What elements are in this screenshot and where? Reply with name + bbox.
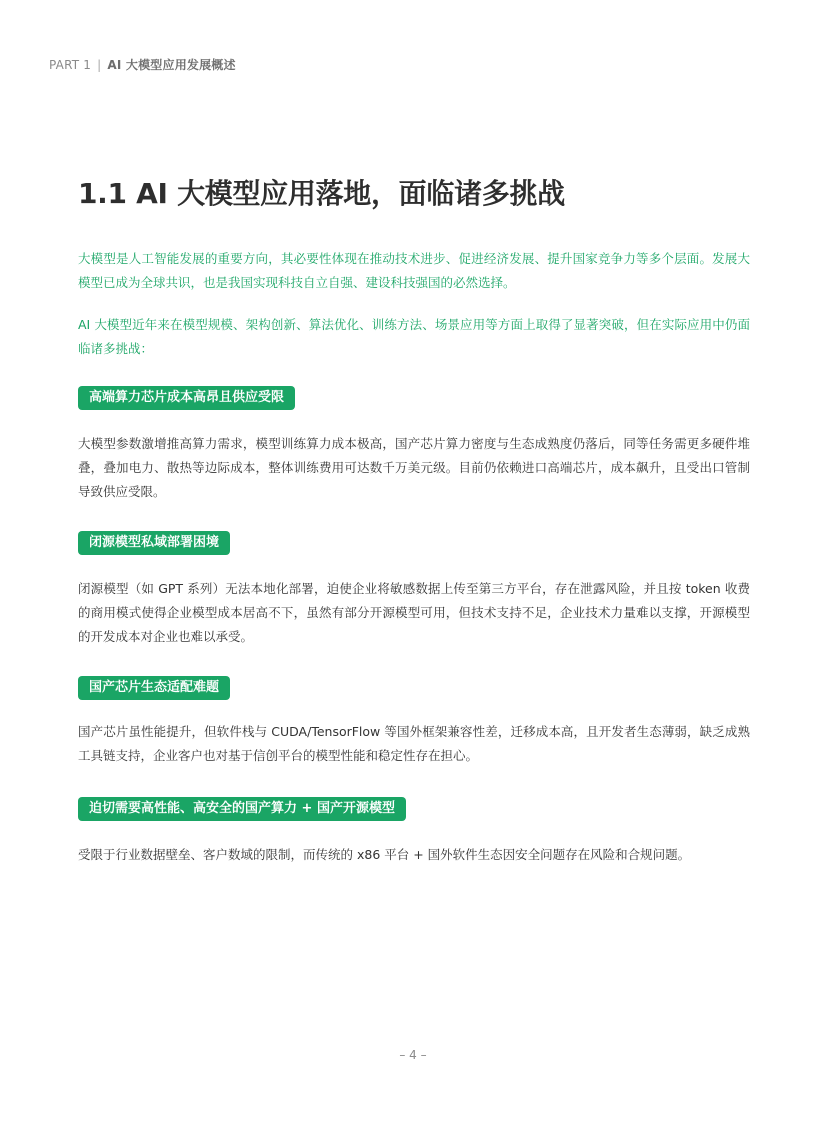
challenge-text-closed-source: 闭源模型（如 GPT 系列）无法本地化部署，迫使企业将敏感数据上传至第三方平台，存在泄露风险，并且按 token 收费的商用模式使得企业模型成本居高不下，虽然有部分开源模型可用，但技术支持不足，企业技术力量难以支撑，开源模型的开发成本对企业也难以承受。 <box>78 581 750 644</box>
header-part-label: PART 1 <box>49 58 92 72</box>
challenge-tag-domestic-need: 迫切需要高性能、高安全的国产算力 + 国产开源模型 <box>78 797 406 821</box>
challenge-text-chip-cost: 大模型参数激增推高算力需求，模型训练算力成本极高，国产芯片算力密度与生态成熟度仍落后，同等任务需更多硬件堆叠，叠加电力、散热等边际成本，整体训练费用可达数千万美元级。目前仍依赖进口高端芯片，成本飙升，且受出口管制导致供应受限。 <box>78 436 750 499</box>
header-separator: | <box>97 58 102 72</box>
challenge-tag-chip-cost: 高端算力芯片成本高昂且供应受限 <box>78 386 295 410</box>
intro-paragraph-1: 大模型是人工智能发展的重要方向，其必要性体现在推动技术进步、促进经济发展、提升国家竞争力等多个层面。发展大模型已成为全球共识，也是我国实现科技自立自强、建设科技强国的必然选择。 <box>78 251 750 290</box>
challenge-text-ecosystem: 国产芯片虽性能提升，但软件栈与 CUDA/TensorFlow 等国外框架兼容性差，迁移成本高，且开发者生态薄弱，缺乏成熟工具链支持，企业客户也对基于信创平台的模型性能和稳定性存在担心。 <box>78 724 750 763</box>
page-number: – 4 – <box>399 1048 427 1062</box>
challenge-tag-ecosystem: 国产芯片生态适配难题 <box>78 676 230 700</box>
page-title: 1.1 AI 大模型应用落地，面临诸多挑战 <box>78 177 565 210</box>
challenge-text-domestic-need: 受限于行业数据壁垒、客户数域的限制，而传统的 x86 平台 + 国外软件生态因安全问题存在风险和合规问题。 <box>78 847 691 862</box>
running-header <box>49 56 236 73</box>
challenge-tag-closed-source: 闭源模型私域部署困境 <box>78 531 230 555</box>
header-section-title: AI 大模型应用发展概述 <box>107 58 236 72</box>
intro-paragraph-2: AI 大模型近年来在模型规模、架构创新、算法优化、训练方法、场景应用等方面上取得了显著突破，但在实际应用中仍面临诸多挑战： <box>78 317 750 356</box>
